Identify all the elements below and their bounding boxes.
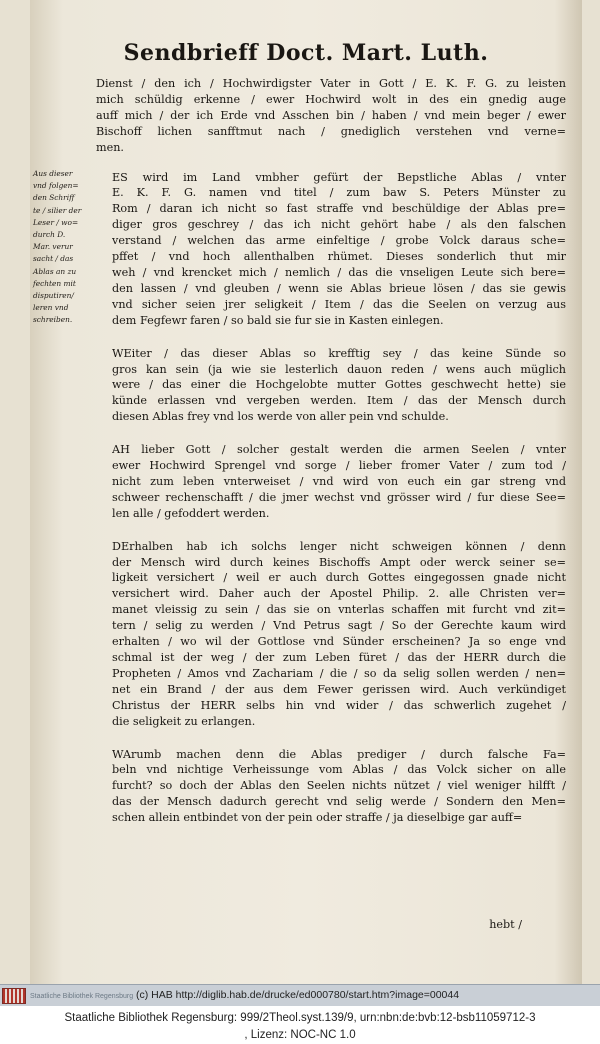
margin-note-line: leren vnd [33, 303, 69, 313]
text-line: den lassen / vnd gleuben / wenn sie Ablas brieue lösen / das sie gewis [112, 281, 566, 295]
text-line: Dienst / den ich / Hochwirdigster Vater in Gott / E. K. F. G. zu leisten [96, 77, 566, 90]
text-line: tern / selig zu werden / Vnd Petrus sagt / So der Gerechte kaum wird [112, 619, 566, 633]
text-line: gros kan sein (ja wie sie lesterlich dauon reden / wens auch müglich [112, 362, 566, 376]
paragraph [96, 346, 566, 426]
text-line: DErhalben hab ich solchs lenger nicht schweigen können / denn [112, 539, 566, 553]
text-line: schmal ist der weg / der zum Leben füret / das der HERR durch die [112, 651, 566, 664]
text-line: WEiter / das dieser Ablas so krefftig sey / das keine Sünde so [112, 346, 566, 360]
text-line: AH lieber Gott / solcher gestalt werden die armen Seelen / vnter [112, 443, 566, 457]
text-line: weh / vnd krencket mich / nemlich / das die vnseligen Leute sich bere= [112, 265, 566, 279]
margin-note-line: Aus dieser [33, 169, 73, 178]
margin-note-line: durch D. [33, 230, 66, 240]
text-line: verstand / welchen das arme einfeltige / grobe Volck daraus sche= [112, 234, 566, 248]
paragraph [96, 747, 566, 827]
text-line: vnd sicher seien jrer seligkeit / Item / das die Seelen on verzug aus [112, 297, 566, 311]
margin-note-line: te / silier der [33, 205, 82, 215]
library-logo-text: Staatliche Bibliothek Regensburg [30, 992, 134, 1000]
library-logo-icon [2, 988, 26, 1004]
library-logo [2, 987, 134, 1005]
text-line: diesen Ablas frey vnd los werde von aller pein vnd schulde. [112, 410, 449, 424]
text-line: ewer Hochwird Sprengel vnd sorge / lieber fromer Vater / zum tod / [112, 459, 566, 473]
caption-line-2: , Lizenz: NOC-NC 1.0 [244, 1029, 356, 1041]
paragraph [96, 539, 566, 730]
text-line: pffet / vnd hoch allenthalben rhümet. Dieses sonderlich thut mir [112, 250, 566, 264]
text-line: Bischoff lichen sanfftmut nach / gnediglich verstehen vnd verne= [96, 124, 566, 138]
margin-note-line: Mar. verur [33, 242, 73, 252]
text-line: net ein Brand / der aus dem Fewer gerissen wird. Auch verkündiget [112, 682, 566, 696]
paragraph [96, 76, 566, 156]
source-url[interactable]: (c) HAB http://diglib.hab.de/drucke/ed000780/start.htm?image=00044 [136, 989, 460, 1001]
margin-note-line: disputiren/ [33, 291, 74, 301]
margin-note-line: den Schriff [33, 193, 75, 203]
text-line: Christus der HERR selbs hin vnd wider / das schwerlich zugehet / [112, 698, 566, 712]
margin-note-line: vnd folgen= [33, 181, 79, 191]
text-line: WArumb machen denn die Ablas prediger / durch falsche Fa= [112, 747, 566, 761]
text-line: Propheten / Amos vnd Zachariam / die / so da selig sollen werden / nen= [112, 666, 566, 680]
text-line: dem Fegfewr faren / so bald sie fur sie in Kasten einlegen. [112, 313, 444, 327]
viewer-footer-bar [0, 984, 600, 1006]
text-line: der Mensch wird durch keines Bischoffs Ampt oder werck seiner se= [112, 555, 566, 569]
text-line: ligkeit versichert / weil er auch durch Gottes eingegossen gnade nicht [112, 571, 566, 585]
book-page [30, 0, 582, 990]
catchword: hebt / [489, 918, 522, 931]
text-line: die seligkeit zu erlangen. [112, 714, 256, 728]
caption [0, 1010, 600, 1044]
text-line: furcht? so doch der Ablas den Seelen nichts nützet / viel weniger hilfft / [112, 779, 566, 793]
text-line: erhalten / wo wil der Gottlose vnd Sünder erscheinen? Ja so enge vnd [112, 635, 566, 649]
text-line: beln vnd nichtige Verheissunge vom Ablas / das Volck sicher on alle [112, 763, 566, 777]
text-line: were / das einer die Hochgelobte mutter Gottes geschwecht hette) sie [112, 378, 566, 392]
text-line: versichert wird. Daher auch der Apostel Philip. 2. alle Christen ver= [112, 587, 566, 601]
margin-note-line: sacht / das [33, 254, 74, 264]
margin-note-line: fechten mit [33, 278, 76, 288]
text-line: nicht zum leben vnterweiset / vnd wird von euch ein gar streng vnd [112, 474, 566, 488]
margin-note [33, 168, 95, 327]
text-line: diger gros geschrey / das ich nicht gehört habe / als den falschen [112, 218, 566, 232]
text-line: mich schüldig erkenne / ewer Hochwird wolt in des ein gnedig auge [96, 92, 566, 106]
running-header: Sendbrieff Doct. Mart. Luth. [123, 40, 489, 66]
text-line: ES wird im Land vmbher gefürt der Bepstliche Ablas / vnter [112, 170, 566, 184]
text-line: manet vleissig zu sein / das sie on vnterlas schaffen mit furcht vnd zit= [112, 603, 566, 617]
text-line: Rom / daran ich nicht so fast straffe vnd beschüldige der Ablas pre= [112, 202, 566, 216]
text-line: schweer rechenschafft / die jmer wechst vnd grösser wird / fur diese See= [112, 490, 566, 504]
text-line: auff mich / der ich Erde vnd Asschen bin / haben / vnd mein beger / ewer [96, 108, 566, 122]
paragraph [96, 442, 566, 522]
text-line: men. [96, 140, 124, 154]
margin-note-line: schreiben. [33, 315, 73, 325]
text-line: schen allein entbindet von der pein oder straffe / ja dieselbige gar auff= [112, 811, 523, 825]
text-line: das der Mensch dadurch gerecht vnd selig werde / Sondern den Men= [112, 795, 566, 809]
text-line: E. K. F. G. namen vnd titel / zum baw S. Peters Münster zu [112, 186, 566, 200]
paragraph [96, 170, 566, 329]
body-text [96, 76, 566, 843]
margin-note-line: Leser / wo= [33, 217, 79, 227]
text-line: len alle / gefoddert werden. [112, 506, 270, 520]
text-line: künde erlassen vnd vergeben werden. Item / das der Mensch durch [112, 394, 566, 408]
caption-line-1: Staatliche Bibliothek Regensburg: 999/2Theol.syst.139/9, urn:nbn:de:bvb:12-bsb11059712-3 [64, 1012, 536, 1024]
margin-note-line: Ablas an zu [33, 266, 77, 276]
